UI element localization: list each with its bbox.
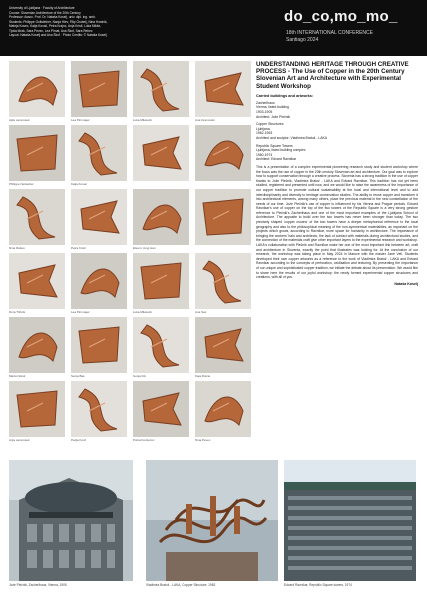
conference-city: Santiago 2024 — [286, 36, 319, 43]
photo-caption: Luka Mikavcki — [133, 118, 152, 122]
copper-artwork-image — [9, 189, 65, 245]
buildings-list — [256, 101, 418, 162]
docomomo-logo: do_co,mo_mo_ — [284, 8, 398, 25]
photo-caption: Polna Kovšezov — [133, 438, 155, 442]
building-architect: Architect: Jože Plečnik — [256, 114, 291, 119]
artwork-photo — [9, 381, 65, 437]
photo-caption: Ana Granovski — [195, 118, 215, 122]
bottom-caption: Jože Plečnik, Zacherlhaus, Vienna, 1905 — [9, 583, 67, 587]
text-column — [256, 61, 418, 286]
photo-caption: Ajda Lamovsek — [9, 118, 30, 122]
copper-artwork-image — [195, 381, 251, 437]
credit-line: Layout: Nataša Koselj and Ana Škof · Photo Credits: © Nataša Koselj — [9, 33, 107, 37]
copper-artwork-image — [133, 317, 189, 373]
artwork-photo — [9, 253, 65, 309]
copper-artwork-image — [71, 125, 127, 181]
building-name: Copper Structures — [256, 122, 284, 127]
artwork-photo — [133, 253, 189, 309]
artwork-photo — [9, 61, 65, 117]
photo-copper-structure — [146, 460, 278, 581]
copper-artwork-image — [133, 381, 189, 437]
copper-artwork-image — [71, 381, 127, 437]
artwork-photo — [195, 189, 251, 245]
credit-line: Students: Philippe Goltsteiner, Nanja Hlev, Filip Grubelj, Nina Hostnik, — [9, 19, 108, 24]
republic-square-photo — [284, 460, 416, 581]
copper-artwork-image — [71, 317, 127, 373]
artwork-photo — [133, 61, 189, 117]
artwork-photo — [9, 317, 65, 373]
building-item — [256, 122, 418, 140]
building-architect: Architect and sculptor: Vladimira Bratuž - LAKA — [256, 135, 328, 140]
copper-artwork-image — [133, 189, 189, 245]
copper-artwork-image — [133, 253, 189, 309]
copper-artwork-image — [9, 253, 65, 309]
copper-artwork-image — [9, 61, 65, 117]
building-years: 1962-1963 — [256, 131, 273, 136]
artwork-photo — [195, 317, 251, 373]
bottom-caption: Edvard Ravnikar, Republic Square towers, 1974 — [284, 583, 352, 587]
zacherlhaus-photo — [9, 460, 133, 581]
copper-artwork-image — [71, 61, 127, 117]
copper-artwork-image — [133, 61, 189, 117]
photo-caption: Pedja Kovil — [71, 438, 87, 442]
copper-artwork-image — [9, 381, 65, 437]
copper-artwork-image — [71, 253, 127, 309]
copper-artwork-image — [195, 253, 251, 309]
photo-caption: Ana Sax — [195, 310, 207, 314]
artwork-photo — [9, 189, 65, 245]
photo-caption: Marta Nokol — [9, 374, 26, 378]
copper-artwork-image — [195, 317, 251, 373]
photo-republic-square — [284, 460, 416, 581]
bottom-caption: Vladimira Bratuž - LAKA, Copper Structure, 1963 — [146, 583, 216, 587]
building-location: Vienna, listed building — [256, 105, 289, 110]
building-years: 1903-1905 — [256, 110, 273, 114]
credits-block — [9, 6, 259, 38]
copper-artwork-image — [9, 317, 65, 373]
photo-caption: Philippe Nettauber — [9, 182, 34, 186]
buildings-heading: Carried buildings and artworks: — [256, 93, 314, 98]
building-name: Republic Square Towers — [256, 143, 293, 148]
artwork-photo — [195, 125, 251, 181]
credit-line: Tjoša Mrak, Sara Pevec, Lea Pirnat, Ana Škof, Sara Rebec — [9, 28, 93, 33]
copper-artwork-image — [133, 125, 189, 181]
building-item — [256, 101, 418, 119]
artwork-photo — [195, 61, 251, 117]
photo-caption: Gosja Kik — [133, 374, 146, 378]
credit-line: Course: Slovenian Architecture of the 20th Century — [9, 10, 81, 15]
artwork-photo — [133, 317, 189, 373]
poster-title: UNDERSTANDING HERITAGE THROUGH CREATIVE PROCESS - The Use of Copper in the 20th Century Slovenian Art and Architecture with Experimental Student Workshop — [256, 61, 409, 90]
photo-caption: Elsa in Jung Han — [133, 246, 156, 250]
copper-artwork-image — [9, 125, 65, 181]
artwork-photo — [195, 381, 251, 437]
photo-caption: Petra Kristl — [71, 246, 86, 250]
artwork-photo — [71, 317, 127, 373]
poster-header — [0, 0, 427, 56]
building-architect: Architect: Edvard Ravnikar — [256, 157, 297, 162]
body-text: This is a presentation of a complex experimental pioneering research study and student workshop where the focus was the use of copper in the 20th century Slovenian art and architecture. Our goal was to explore how to support conservation through a creative process. Slovenia has a strong tradition in the use of copper thanks to Jože Plečnik, Vladimira Bratuž - LAKA and Edvard Ravnikar. This tradition has not yet been studied, registered and presented until now, and we would like to raise the awareness of the importance of our copper tradition to promote cultural sustainability at the local and international level and to add interdisciplinarity and diversity to heritage conservation studies. The ability to reuse copper and transform it into architectural elements, among many others, place the previous material in the new constellation of the needs of our time. Jože Plečnik's use of copper is influenced by his Vienna and Prague periods. Edvard Ravnikar's use of copper on the top of the two towers of the Republic Square is a very strong gesture reference to Plečnik's Zacherlhaus and one of the most important examples of the Ljubljana School of Architecture. The apposite to build over the two towers has never been stronger than today. The two precisely shaped 'copper crowns' of the two towers have a deeper metaphorical reference to the local geography and also to the philosophical meaning of the non-symmetrical materialities, as important on the projects which grows, according to Ravnikar, more space for humanity in architecture. The importance of bringing the workers' halo and architects, the lack of contact with materials during architectural studies, and the connection of the materials craft give other important layers to the experimental research and workshop. LAKA's collaboration with Plečnik and Ravnikar make her one of the most important link between art, craft and architecture in Slovenia, exactly the point that illustrates was looking for. At the conclusion of our research, the workshop was taking place in May 2024 in Maruce with the master Jané Veli. Students developed their own copper artworks as a reference to the work of Vladimira Bratuž - LAKA and Edvard Ravnikar according to the concepts of perforation, oxidisation and texturing. By presenting the importance of our unique and sophisticated copper tradition, we initiate the debate about its preservation. We would like to share here the results of our joyful workshop: the newly formed experimental copper structures and creations, with all of you. — [256, 164, 418, 280]
author-signature: Nataša Koselj — [394, 281, 418, 286]
artwork-photo — [133, 125, 189, 181]
copper-artwork-image — [195, 61, 251, 117]
photo-caption: Lea Pirmnajer — [71, 118, 90, 122]
photo-caption: Nina Pevec — [195, 438, 211, 442]
building-location: Ljubljana, — [256, 126, 271, 131]
photo-caption: Luka Mikavcki — [133, 310, 152, 314]
artwork-photo — [71, 189, 127, 245]
conference-info — [286, 30, 373, 43]
credit-line: Mateja Kosec, Katja Kovač, Petra Krajnc, Anja Kristl, Luka Mikše, — [9, 24, 102, 28]
photo-caption: Nina Rašan — [9, 246, 25, 250]
photo-zacherlhaus — [9, 460, 133, 581]
photo-caption: Katja Kovac — [71, 182, 88, 186]
photo-caption: Dora Tribnik — [9, 310, 26, 314]
building-item — [256, 144, 418, 162]
credit-line: University of Ljubljana · Faculty of Architecture — [9, 6, 75, 10]
building-name: Zacherlhaus — [256, 100, 275, 105]
photo-caption: Lea Pirmnajer — [71, 310, 90, 314]
credit-line: Professor: Assoc. Prof. Dr. Nataša Koselj, univ. dipl. ing. arch. — [9, 15, 96, 19]
building-location: Ljubljana, listed building complex — [256, 148, 306, 153]
copper-structure-photo — [146, 460, 278, 581]
copper-artwork-image — [195, 189, 251, 245]
artwork-photo — [71, 381, 127, 437]
artwork-photo — [133, 381, 189, 437]
photo-caption: Kaja Dolcie — [195, 374, 211, 378]
copper-artwork-image — [71, 189, 127, 245]
building-years: 1960-1974 — [256, 152, 273, 157]
photo-caption: Senja Bas — [71, 374, 85, 378]
artwork-photo — [71, 61, 127, 117]
photo-caption: Anja Lamovsek — [9, 438, 30, 442]
copper-artwork-image — [195, 125, 251, 181]
artwork-photo — [133, 189, 189, 245]
artwork-photo — [195, 253, 251, 309]
artwork-photo — [71, 125, 127, 181]
conference-title: 18th INTERNATIONAL CONFERENCE — [286, 30, 373, 36]
artwork-photo — [71, 253, 127, 309]
artwork-photo — [9, 125, 65, 181]
